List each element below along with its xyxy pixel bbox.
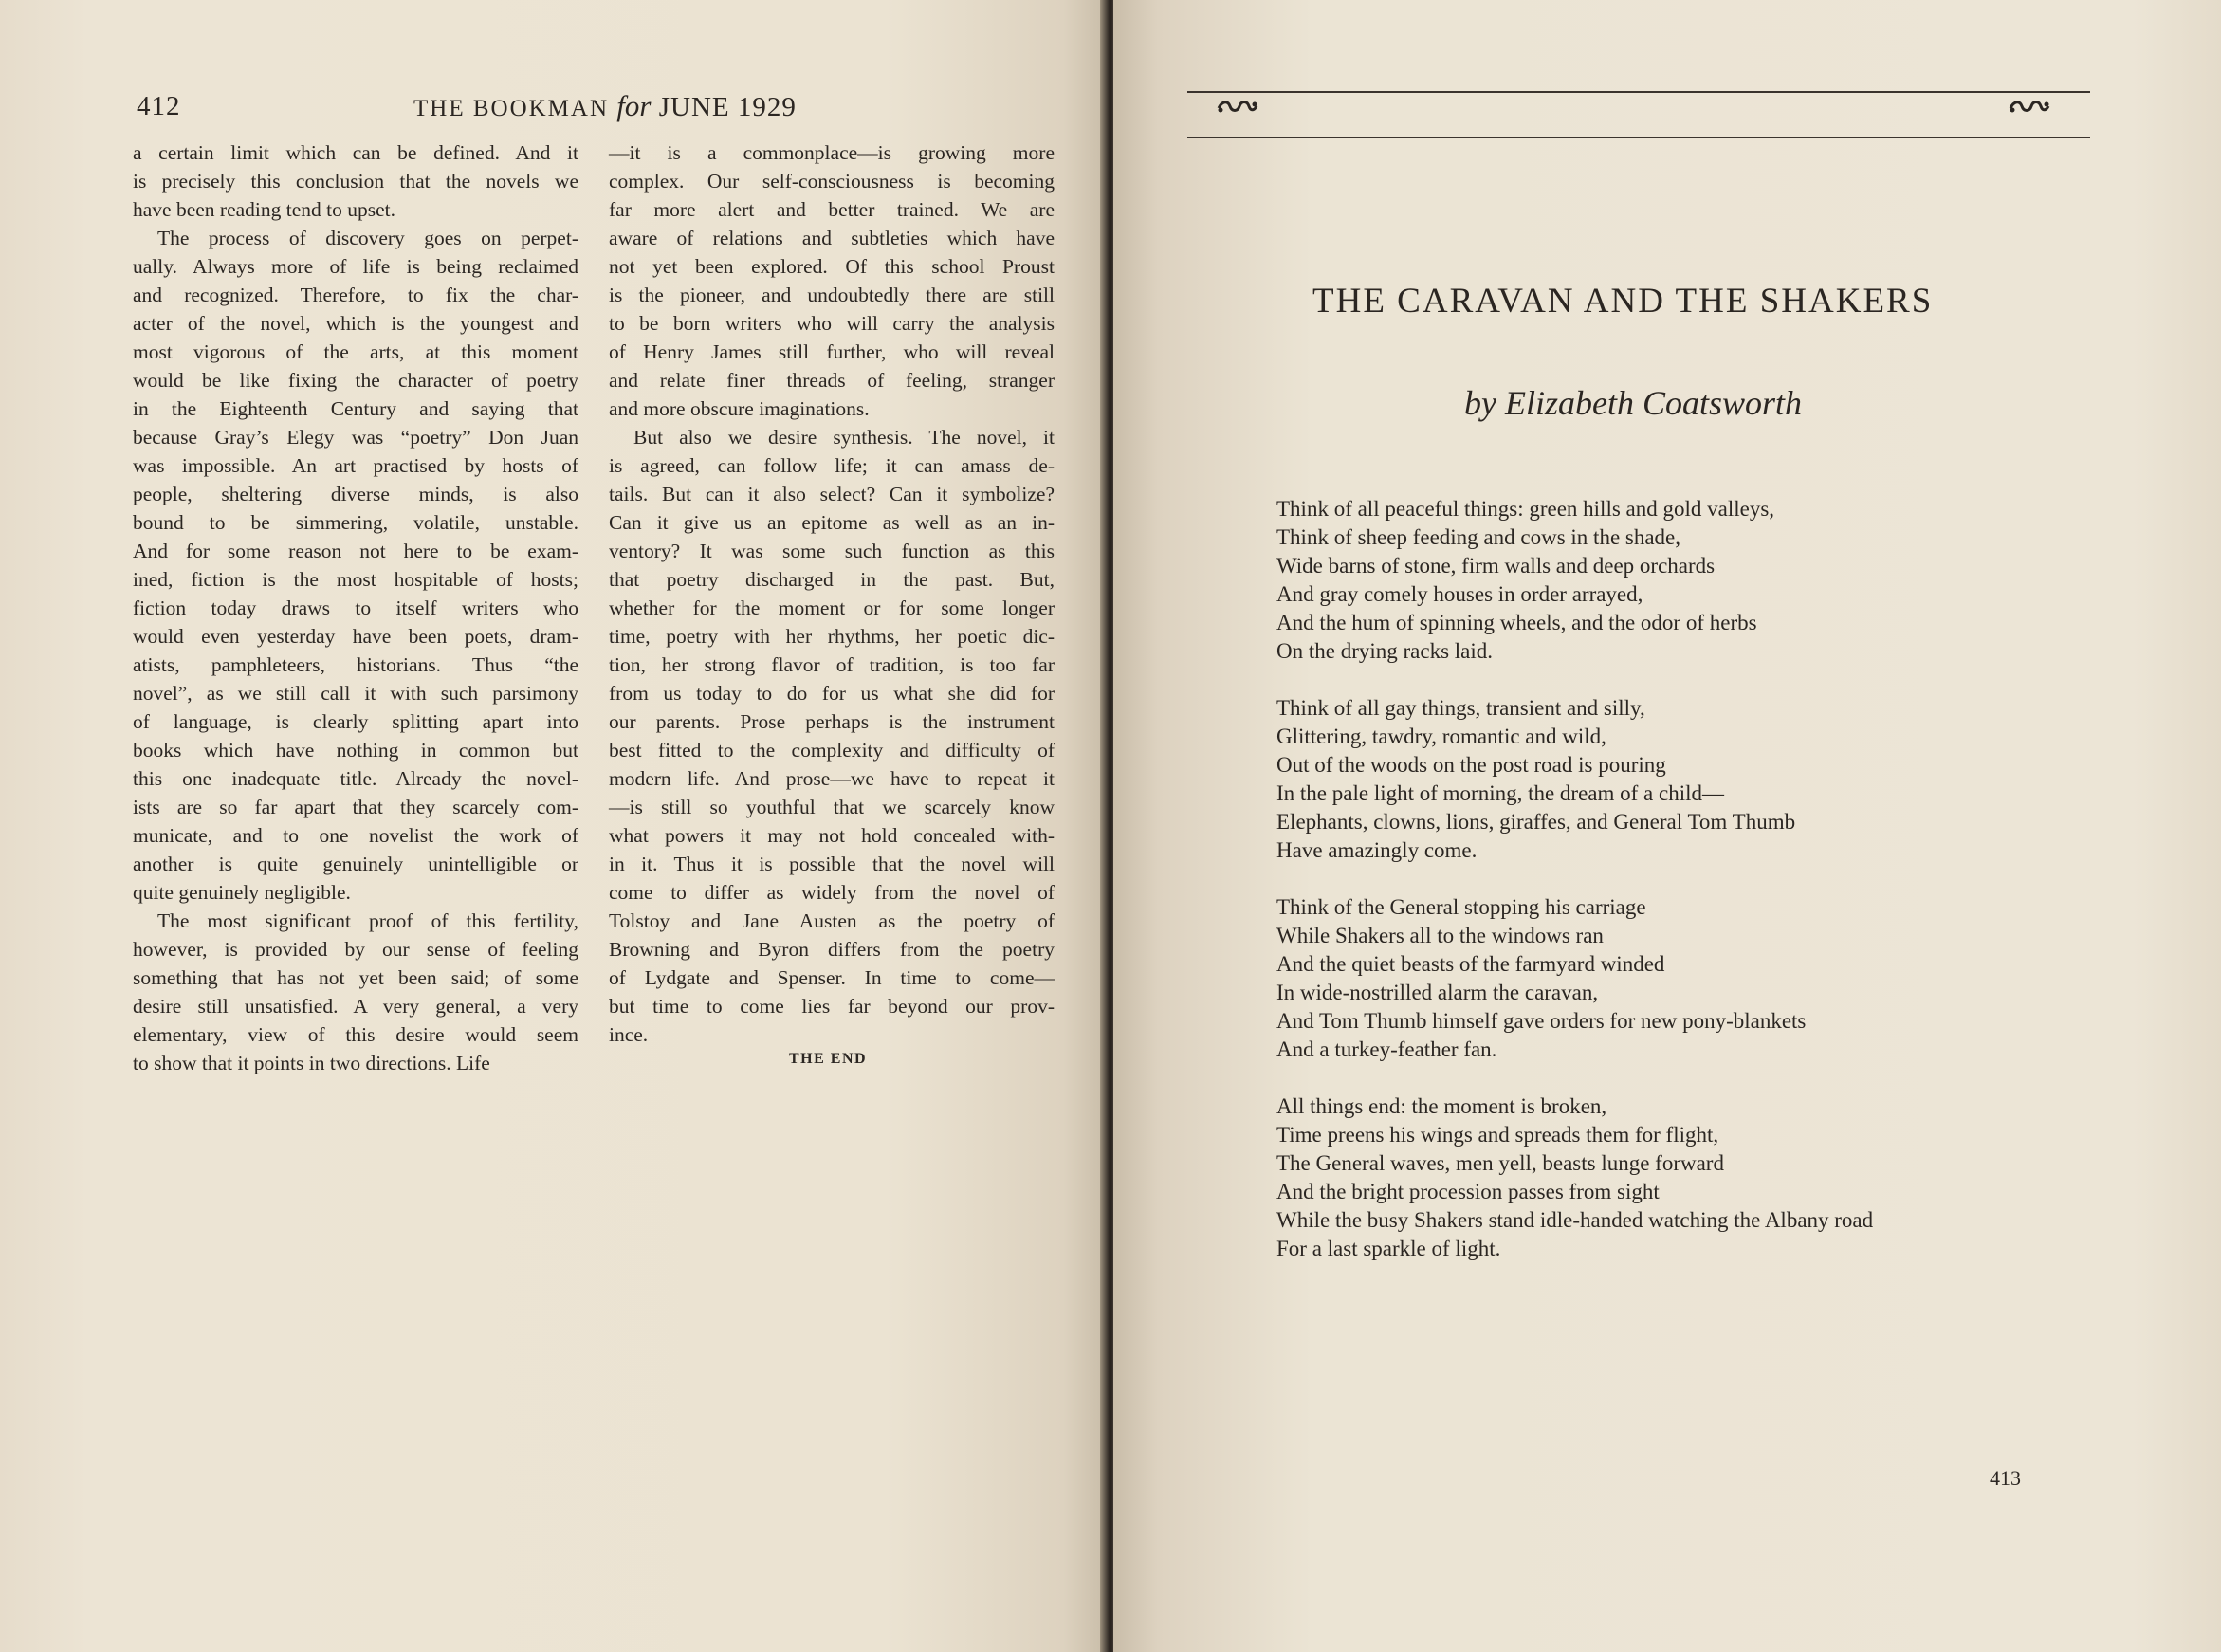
text-line: this one inadequate title. Already the novel- [133, 767, 578, 790]
text-column-2 [609, 138, 1055, 1049]
poem-line: Elephants, clowns, lions, giraffes, and General Tom Thumb [1276, 810, 1796, 834]
text-line: Browning and Byron differs from the poetry [609, 938, 1055, 961]
text-line: elementary, view of this desire would seem [133, 1023, 578, 1046]
text-line: but time to come lies far beyond our prov- [609, 995, 1055, 1018]
poem-line: Time preens his wings and spreads them for flight, [1276, 1123, 1719, 1147]
text-line: and relate finer threads of feeling, stranger [609, 369, 1055, 392]
text-line: come to differ as widely from the novel of [609, 881, 1055, 904]
text-line: a certain limit which can be defined. And it [133, 141, 578, 164]
text-line: aware of relations and subtleties which have [609, 227, 1055, 249]
text-line: would be like fixing the character of poetry [133, 369, 578, 392]
text-line: to be born writers who will carry the analysis [609, 312, 1055, 335]
text-line: ually. Always more of life is being reclaimed [133, 255, 578, 278]
text-line: fiction today draws to itself writers who [133, 597, 578, 619]
text-line: books which have nothing in common but [133, 739, 578, 762]
header-rule-top [1187, 91, 2090, 93]
text-line: is precisely this conclusion that the novels we [133, 170, 578, 193]
scroll-ornament-icon [2009, 95, 2050, 119]
text-line: is agreed, can follow life; it can amass de- [609, 454, 1055, 477]
text-line: complex. Our self-consciousness is becoming [609, 170, 1055, 193]
running-head-connector: for [616, 89, 652, 122]
text-line: whether for the moment or for some longer [609, 597, 1055, 619]
text-line: novel”, as we still call it with such parsimony [133, 682, 578, 705]
text-line: acter of the novel, which is the youngest and [133, 312, 578, 335]
poem-line: And Tom Thumb himself gave orders for new pony-blankets [1276, 1009, 1807, 1033]
text-line: desire still unsatisfied. A very general, a very [133, 995, 578, 1018]
text-line: to show that it points in two directions. Life [133, 1052, 490, 1074]
text-line: is the pioneer, and undoubtedly there are still [609, 284, 1055, 306]
poem-line: While Shakers all to the windows ran [1276, 924, 1604, 947]
text-line: ventory? It was some such function as this [609, 540, 1055, 562]
text-line: and recognized. Therefore, to fix the char- [133, 284, 578, 306]
poem-line: The General waves, men yell, beasts lunge forward [1276, 1151, 1724, 1175]
poem-line: On the drying racks laid. [1276, 639, 1494, 663]
poem-line: And a turkey-feather fan. [1276, 1037, 1497, 1061]
text-line: what powers it may not hold concealed with- [609, 824, 1055, 847]
poem-stanza [1276, 1092, 1997, 1263]
poem-line: Wide barns of stone, firm walls and deep orchards [1276, 554, 1716, 578]
page-number-left: 412 [137, 91, 181, 121]
poem-line: All things end: the moment is broken, [1276, 1094, 1607, 1118]
text-line: tails. But can it also select? Can it symbolize? [609, 483, 1055, 505]
header-rule-bottom [1187, 137, 2090, 138]
text-line: because Gray’s Elegy was “poetry” Don Juan [133, 426, 578, 449]
poem-line: Glittering, tawdry, romantic and wild, [1276, 725, 1606, 748]
text-line: ined, fiction is the most hospitable of hosts; [133, 568, 578, 591]
page-number-right: 413 [1990, 1466, 2021, 1490]
text-line: from us today to do for us what she did for [609, 682, 1055, 705]
text-line: modern life. And prose—we have to repeat it [609, 767, 1055, 790]
text-line: people, sheltering diverse minds, is also [133, 483, 578, 505]
text-line: was impossible. An art practised by hosts of [133, 454, 578, 477]
text-line: far more alert and better trained. We are [609, 198, 1055, 221]
text-line: in it. Thus it is possible that the novel will [609, 853, 1055, 875]
text-line: atists, pamphleteers, historians. Thus “the [133, 653, 578, 676]
text-line: tion, her strong flavor of tradition, is too far [609, 653, 1055, 676]
text-column-1 [133, 138, 578, 1077]
text-line: of Henry James still further, who will reveal [609, 340, 1055, 363]
poem-stanza [1276, 495, 1997, 666]
text-line: ists are so far apart that they scarcely com- [133, 796, 578, 818]
text-line: of language, is clearly splitting apart into [133, 710, 578, 733]
text-line: however, is provided by our sense of feeling [133, 938, 578, 961]
text-line: most vigorous of the arts, at this moment [133, 340, 578, 363]
running-head-date: JUNE 1929 [658, 92, 797, 122]
text-line: not yet been explored. Of this school Proust [609, 255, 1055, 278]
poem-line: For a last sparkle of light. [1276, 1237, 1501, 1260]
poem-stanza [1276, 694, 1997, 865]
poem-title: THE CARAVAN AND THE SHAKERS [1312, 282, 1934, 321]
text-line: ince. [609, 1023, 649, 1046]
poem-line: Think of sheep feeding and cows in the shade, [1276, 525, 1681, 549]
end-mark: THE END [789, 1051, 868, 1067]
poem-line: Out of the woods on the post road is pouring [1276, 753, 1666, 777]
text-line: something that has not yet been said; of some [133, 966, 578, 989]
poem-line: And the bright procession passes from sight [1276, 1180, 1660, 1203]
text-line: Tolstoy and Jane Austen as the poetry of [609, 909, 1055, 932]
poem-line: And gray comely houses in order arrayed, [1276, 582, 1643, 606]
running-head [413, 89, 797, 123]
text-line: The process of discovery goes on perpet- [157, 227, 578, 249]
text-line: —is still so youthful that we scarcely know [609, 796, 1055, 818]
text-line: would even yesterday have been poets, dram- [133, 625, 578, 648]
text-line: and more obscure imaginations. [609, 397, 870, 420]
poem-line: Think of the General stopping his carriage [1276, 895, 1646, 919]
text-line: best fitted to the complexity and difficulty of [609, 739, 1055, 762]
scroll-ornament-icon [1217, 95, 1258, 119]
poem-line: And the quiet beasts of the farmyard winded [1276, 952, 1665, 976]
text-line: bound to be simmering, volatile, unstable. [133, 511, 578, 534]
text-line: But also we desire synthesis. The novel, it [633, 426, 1055, 449]
poem-line: Think of all gay things, transient and silly, [1276, 696, 1645, 720]
running-head-title: THE BOOKMAN [413, 96, 610, 121]
text-line: quite genuinely negligible. [133, 881, 351, 904]
poem-line: While the busy Shakers stand idle-handed watching the Albany road [1276, 1208, 1874, 1232]
text-line: municate, and to one novelist the work of [133, 824, 578, 847]
poem-line: And the hum of spinning wheels, and the odor of herbs [1276, 611, 1757, 634]
text-line: another is quite genuinely unintelligible or [133, 853, 578, 875]
text-line: that poetry discharged in the past. But, [609, 568, 1055, 591]
left-page [0, 0, 1108, 1652]
poem-byline: by Elizabeth Coatsworth [1464, 384, 1803, 422]
text-line: our parents. Prose perhaps is the instrument [609, 710, 1055, 733]
text-line: —it is a commonplace—is growing more [609, 141, 1055, 164]
text-line: time, poetry with her rhythms, her poetic dic- [609, 625, 1055, 648]
poem-stanza [1276, 893, 1997, 1064]
text-line: in the Eighteenth Century and saying that [133, 397, 578, 420]
poem-line: Think of all peaceful things: green hills and gold valleys, [1276, 497, 1775, 521]
text-line: of Lydgate and Spenser. In time to come— [609, 966, 1055, 989]
poem-line: Have amazingly come. [1276, 838, 1478, 862]
poem-body [1276, 495, 1997, 1292]
poem-line: In the pale light of morning, the dream of a child— [1276, 781, 1725, 805]
text-line: And for some reason not here to be exam- [133, 540, 578, 562]
text-line: have been reading tend to upset. [133, 198, 396, 221]
text-line: Can it give us an epitome as well as an in- [609, 511, 1055, 534]
text-line: The most significant proof of this fertility, [157, 909, 578, 932]
poem-line: In wide-nostrilled alarm the caravan, [1276, 981, 1599, 1004]
